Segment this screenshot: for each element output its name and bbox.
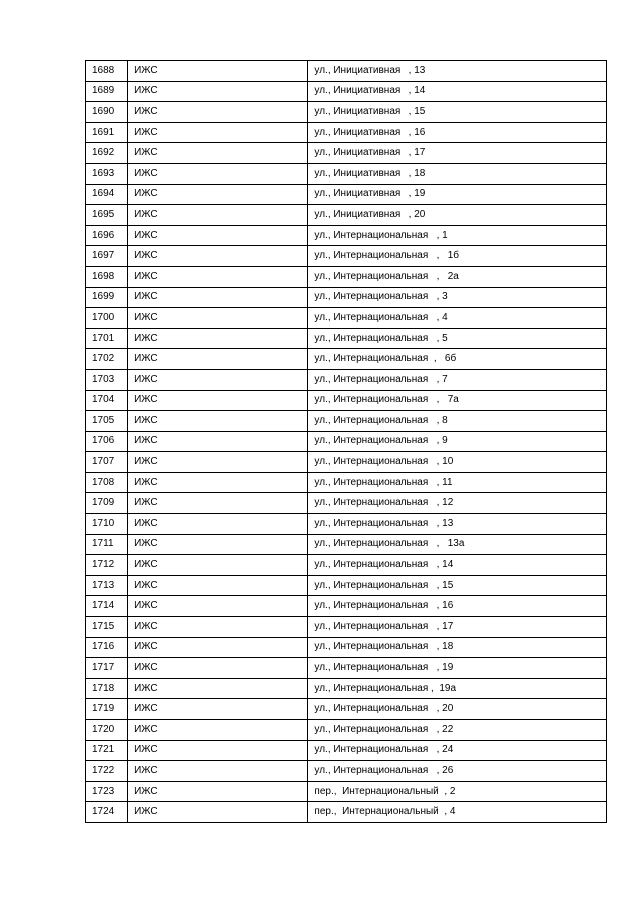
table-row — [86, 493, 607, 514]
row-number-cell: 1707 — [86, 452, 128, 473]
building-type-cell: ИЖС — [128, 740, 308, 761]
address-cell: ул., Инициативная , 13 — [308, 61, 607, 82]
building-type-cell: ИЖС — [128, 266, 308, 287]
building-type-cell: ИЖС — [128, 472, 308, 493]
table-row — [86, 369, 607, 390]
table-row — [86, 534, 607, 555]
address-cell: ул., Интернациональная , 19 — [308, 658, 607, 679]
address-cell: ул., Интернациональная , 3 — [308, 287, 607, 308]
row-number-cell: 1702 — [86, 349, 128, 370]
table-row — [86, 205, 607, 226]
table-row — [86, 246, 607, 267]
row-number-cell: 1696 — [86, 225, 128, 246]
table-row — [86, 431, 607, 452]
table-row — [86, 328, 607, 349]
building-type-cell: ИЖС — [128, 163, 308, 184]
address-cell: ул., Интернациональная , 22 — [308, 720, 607, 741]
building-type-cell: ИЖС — [128, 246, 308, 267]
building-type-cell: ИЖС — [128, 678, 308, 699]
address-cell: ул., Интернациональная , 26 — [308, 761, 607, 782]
building-type-cell: ИЖС — [128, 761, 308, 782]
table-body — [86, 61, 607, 823]
table-row — [86, 658, 607, 679]
building-type-cell: ИЖС — [128, 308, 308, 329]
table-row — [86, 452, 607, 473]
row-number-cell: 1703 — [86, 369, 128, 390]
row-number-cell: 1706 — [86, 431, 128, 452]
row-number-cell: 1693 — [86, 163, 128, 184]
table-row — [86, 802, 607, 823]
row-number-cell: 1704 — [86, 390, 128, 411]
table-row — [86, 411, 607, 432]
address-cell: ул., Интернациональная , 17 — [308, 617, 607, 638]
row-number-cell: 1712 — [86, 555, 128, 576]
table-row — [86, 184, 607, 205]
address-cell: пер., Интернациональный , 2 — [308, 781, 607, 802]
row-number-cell: 1692 — [86, 143, 128, 164]
building-type-cell: ИЖС — [128, 61, 308, 82]
row-number-cell: 1700 — [86, 308, 128, 329]
address-cell: ул., Интернациональная , 19а — [308, 678, 607, 699]
table-row — [86, 678, 607, 699]
address-cell: ул., Инициативная , 14 — [308, 81, 607, 102]
address-cell: ул., Интернациональная , 8 — [308, 411, 607, 432]
address-cell: ул., Интернациональная , 5 — [308, 328, 607, 349]
address-cell: ул., Интернациональная , 10 — [308, 452, 607, 473]
address-cell: пер., Интернациональный , 4 — [308, 802, 607, 823]
row-number-cell: 1691 — [86, 122, 128, 143]
row-number-cell: 1716 — [86, 637, 128, 658]
address-cell: ул., Инициативная , 16 — [308, 122, 607, 143]
address-cell: ул., Интернациональная , 12 — [308, 493, 607, 514]
building-type-cell: ИЖС — [128, 349, 308, 370]
building-type-cell: ИЖС — [128, 431, 308, 452]
building-type-cell: ИЖС — [128, 534, 308, 555]
table-row — [86, 308, 607, 329]
row-number-cell: 1689 — [86, 81, 128, 102]
row-number-cell: 1699 — [86, 287, 128, 308]
address-cell: ул., Интернациональная , 13а — [308, 534, 607, 555]
address-cell: ул., Интернациональная , 24 — [308, 740, 607, 761]
row-number-cell: 1724 — [86, 802, 128, 823]
row-number-cell: 1705 — [86, 411, 128, 432]
address-table — [85, 60, 607, 823]
table-row — [86, 617, 607, 638]
address-cell: ул., Интернациональная , 20 — [308, 699, 607, 720]
table-row — [86, 555, 607, 576]
table-row — [86, 514, 607, 535]
table-row — [86, 575, 607, 596]
address-cell: ул., Интернациональная , 1 — [308, 225, 607, 246]
address-cell: ул., Интернациональная , 6б — [308, 349, 607, 370]
table-row — [86, 596, 607, 617]
building-type-cell: ИЖС — [128, 225, 308, 246]
building-type-cell: ИЖС — [128, 637, 308, 658]
address-cell: ул., Инициативная , 19 — [308, 184, 607, 205]
address-cell: ул., Интернациональная , 2а — [308, 266, 607, 287]
table-row — [86, 472, 607, 493]
building-type-cell: ИЖС — [128, 184, 308, 205]
row-number-cell: 1721 — [86, 740, 128, 761]
building-type-cell: ИЖС — [128, 369, 308, 390]
building-type-cell: ИЖС — [128, 287, 308, 308]
building-type-cell: ИЖС — [128, 122, 308, 143]
table-row — [86, 781, 607, 802]
address-cell: ул., Интернациональная , 16 — [308, 596, 607, 617]
table-row — [86, 390, 607, 411]
table-row — [86, 163, 607, 184]
address-cell: ул., Инициативная , 20 — [308, 205, 607, 226]
building-type-cell: ИЖС — [128, 81, 308, 102]
table-row — [86, 225, 607, 246]
building-type-cell: ИЖС — [128, 514, 308, 535]
building-type-cell: ИЖС — [128, 205, 308, 226]
table-row — [86, 349, 607, 370]
row-number-cell: 1697 — [86, 246, 128, 267]
table-row — [86, 102, 607, 123]
table-row — [86, 699, 607, 720]
building-type-cell: ИЖС — [128, 802, 308, 823]
row-number-cell: 1690 — [86, 102, 128, 123]
table-row — [86, 637, 607, 658]
address-cell: ул., Интернациональная , 4 — [308, 308, 607, 329]
table-row — [86, 761, 607, 782]
address-cell: ул., Интернациональная , 7 — [308, 369, 607, 390]
building-type-cell: ИЖС — [128, 575, 308, 596]
table-row — [86, 122, 607, 143]
row-number-cell: 1709 — [86, 493, 128, 514]
row-number-cell: 1694 — [86, 184, 128, 205]
row-number-cell: 1698 — [86, 266, 128, 287]
building-type-cell: ИЖС — [128, 102, 308, 123]
table-row — [86, 720, 607, 741]
address-cell: ул., Интернациональная , 7а — [308, 390, 607, 411]
row-number-cell: 1701 — [86, 328, 128, 349]
address-cell: ул., Инициативная , 15 — [308, 102, 607, 123]
address-cell: ул., Интернациональная , 11 — [308, 472, 607, 493]
address-cell: ул., Интернациональная , 15 — [308, 575, 607, 596]
row-number-cell: 1695 — [86, 205, 128, 226]
building-type-cell: ИЖС — [128, 143, 308, 164]
row-number-cell: 1718 — [86, 678, 128, 699]
address-cell: ул., Интернациональная , 9 — [308, 431, 607, 452]
table-row — [86, 740, 607, 761]
building-type-cell: ИЖС — [128, 617, 308, 638]
building-type-cell: ИЖС — [128, 781, 308, 802]
address-cell: ул., Интернациональная , 18 — [308, 637, 607, 658]
row-number-cell: 1719 — [86, 699, 128, 720]
table-row — [86, 287, 607, 308]
building-type-cell: ИЖС — [128, 452, 308, 473]
row-number-cell: 1710 — [86, 514, 128, 535]
row-number-cell: 1723 — [86, 781, 128, 802]
address-cell: ул., Интернациональная , 14 — [308, 555, 607, 576]
row-number-cell: 1713 — [86, 575, 128, 596]
address-cell: ул., Инициативная , 18 — [308, 163, 607, 184]
row-number-cell: 1722 — [86, 761, 128, 782]
building-type-cell: ИЖС — [128, 555, 308, 576]
row-number-cell: 1720 — [86, 720, 128, 741]
row-number-cell: 1688 — [86, 61, 128, 82]
building-type-cell: ИЖС — [128, 328, 308, 349]
row-number-cell: 1714 — [86, 596, 128, 617]
building-type-cell: ИЖС — [128, 411, 308, 432]
row-number-cell: 1715 — [86, 617, 128, 638]
address-cell: ул., Интернациональная , 13 — [308, 514, 607, 535]
table-row — [86, 266, 607, 287]
table-row — [86, 61, 607, 82]
building-type-cell: ИЖС — [128, 658, 308, 679]
building-type-cell: ИЖС — [128, 493, 308, 514]
building-type-cell: ИЖС — [128, 720, 308, 741]
building-type-cell: ИЖС — [128, 390, 308, 411]
row-number-cell: 1711 — [86, 534, 128, 555]
address-cell: ул., Инициативная , 17 — [308, 143, 607, 164]
row-number-cell: 1708 — [86, 472, 128, 493]
table-row — [86, 81, 607, 102]
address-cell: ул., Интернациональная , 1б — [308, 246, 607, 267]
building-type-cell: ИЖС — [128, 596, 308, 617]
table-row — [86, 143, 607, 164]
row-number-cell: 1717 — [86, 658, 128, 679]
building-type-cell: ИЖС — [128, 699, 308, 720]
